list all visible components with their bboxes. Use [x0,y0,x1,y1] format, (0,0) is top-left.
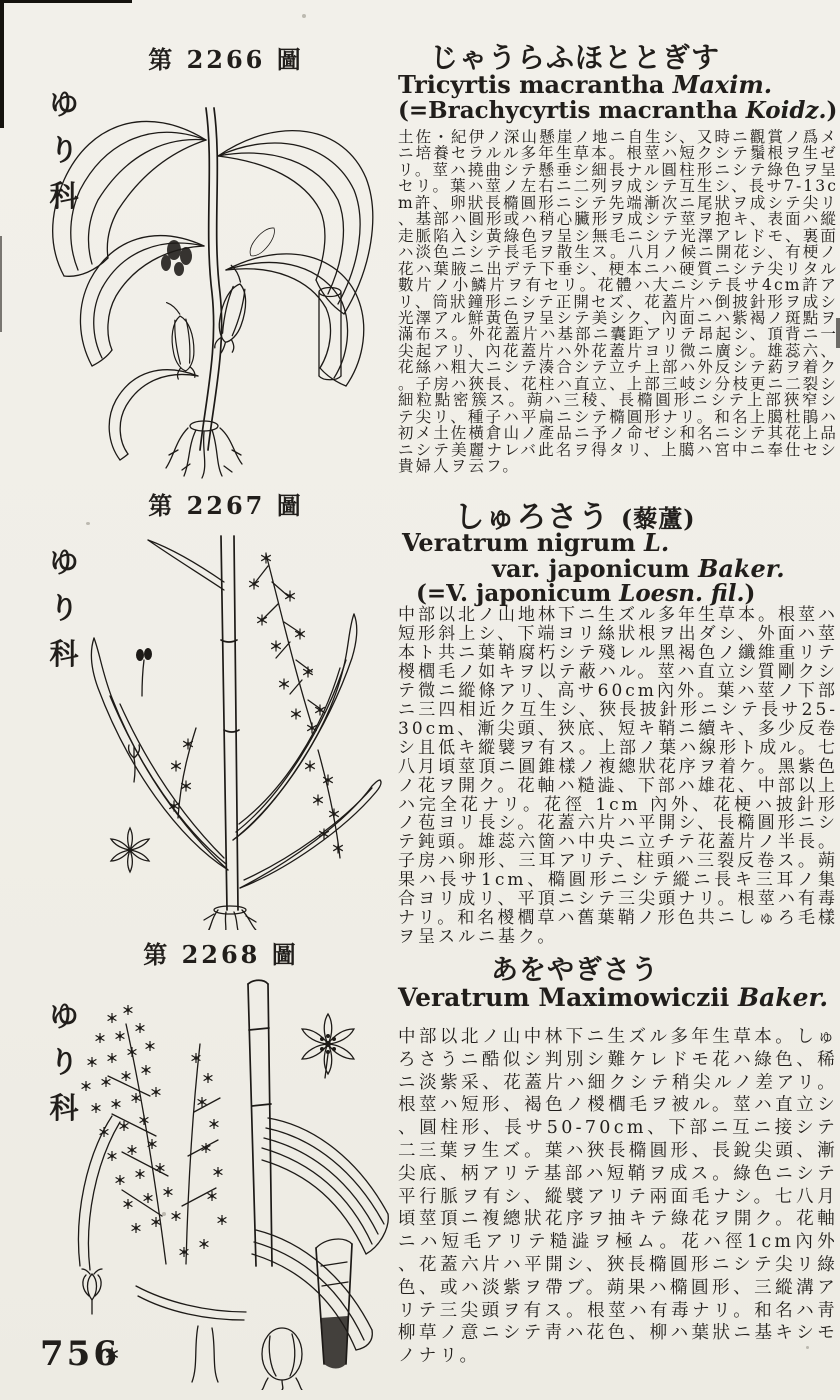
cut-stalk-detail [316,1239,352,1368]
plant-stem [221,536,239,910]
family-char: ゆ [49,999,79,1033]
flower-panicle [178,554,340,858]
title-text: じゃうらふほととぎす [429,41,720,74]
hanging-bell-flower [167,300,197,379]
figure-caption-2268: 第 2268 圖 [143,940,299,969]
leaf [91,638,228,870]
bulb-and-roots [192,1326,302,1390]
leaf [233,614,357,840]
family-char: 科 [49,179,79,213]
scan-edge-artifact [0,236,2,332]
star-flower-detail [300,1014,356,1078]
leaf [240,780,381,888]
latin-name: Veratrum Maximowiczii Baker. [398,983,829,1012]
open-flower-detail [110,828,150,872]
figure-caption-2267: 第 2267 圖 [148,491,304,520]
page-number: 756 [40,1334,120,1374]
hanging-bell-flower [210,265,255,356]
leaf [109,370,198,460]
roots [166,421,242,478]
family-char: り [49,1045,79,1079]
family-char: り [49,133,79,167]
scan-edge-artifact [0,0,4,128]
latin-name: Tricyrtis macrantha Maxim. [398,70,773,99]
pleated-leaf [262,1118,388,1254]
entry-description: 中部以北ノ山中林下ニ生ズル多年生草本。しゅろさうニ酷似シ判別シ難ケレドモ花ハ綠色、稀ニ淡紫采、花蓋片ハ細クシテ稍尖ルノ差アリ。根莖ハ短形、褐色ノ椶櫚毛ヲ被ル。莖ハ直立シ、圓柱形、長サ50-70cm、下部ニ互ニ接シテ二三葉ヲ生ズ。葉ハ狹長橢圓形、長銳尖頭、漸尖底、柄アリテ基部ハ短鞘ヲ成ス。綠色ニシテ平行脈ヲ有シ、縱襞アリテ兩面毛ナシ。七八月頃莖頂ニ複總狀花序ヲ抽キテ綠花ヲ開ク。花軸ニハ短毛アリテ糙澁ヲ極ム。花ハ徑1cm內外、花蓋六片ハ平開シ、狹長橢圓形ニシテ尖リ綠色、或ハ淡紫ヲ帶ブ。蒴果ハ橢圓形、三縱溝アリテ三尖頭ヲ有ス。根莖ハ有毒ナリ。和名ハ靑柳草ノ意ニシテ靑ハ花色、柳ハ葉狀ニ基キシモノナリ。 [398,1027,838,1367]
figure-caption-2266: 第 2266 圖 [148,45,304,74]
latin-synonym: (=V. japonicum Loesn. fil.) [416,580,756,607]
family-char: 科 [49,1091,79,1125]
figure-2268-illustration-veratrum-maximowiczii [16,966,396,1390]
latin-synonym: (=Brachycyrtis macrantha Koidz.) [398,97,838,124]
roots [204,906,258,930]
latin-variety: var. japonicum Baker. [492,554,785,583]
panicle-flowers [169,553,343,854]
title-text: あをやぎさう [491,955,659,986]
entry-description: 中部以北ノ山地林下ニ生ズル多年生草本。根莖ハ短形斜上シ、下端ヨリ絲狀根ヲ出ダシ、外面ハ莖本ト共ニ葉鞘腐朽シテ殘レル黑褐色ノ纖維重リテ椶櫚毛ノ如キヲ以テ蔽ハル。莖ハ直立シ質剛クシテ微ニ縱條アリ、高サ60cm內外。葉ハ莖ノ下部ニ三四相近ク互生シ、狹長披針形ニシテ長サ25-30cm、漸尖頭、狹底、短キ鞘ニ續キ、多少反卷シ且低キ縱襞ヲ有ス。上部ノ葉ハ線形ト成ル。七八月頃莖頂ニ圓錐樣ノ複總狀花序ヲ着ケ。黑紫色ノ花ヲ開ク。花軸ハ糙澁、下部ハ雄花、中部以上ハ完全花ナリ。花徑 1cm 內外、花梗ハ披針形ノ苞ヨリ長シ。花蓋六片ハ平開シ、長橢圓形ニシテ鈍頭。雄蕊六箇ハ中央ニ立チテ花蓋片ノ半長。子房ハ卵形、三耳アリテ、柱頭ハ三裂反卷ス。蒴果ハ長サ1cm、橢圓形ニシテ縱ニ長キ三耳ノ集合ヨリ成リ、平頂ニシテ三尖頭ナリ。根莖ハ有毒ナリ。和名椶櫚草ハ舊葉鞘ノ形色共ニしゅろ毛樣ヲ呈スルニ基ク。 [398,605,838,948]
family-char: ゆ [49,87,79,121]
panicle-branches [108,1024,220,1264]
latin-name: Veratrum nigrum L. [402,528,670,557]
stamen-detail [136,648,152,696]
title-note: (藜蘆) [620,504,696,533]
scan-edge-artifact [0,0,132,3]
family-char: 科 [49,637,79,671]
flower-bud-cluster [161,240,192,276]
leaf [226,254,364,386]
figure-2267-illustration-veratrum-nigrum [28,518,393,930]
title-text: しゅろさう [454,500,610,535]
family-char: ゆ [49,545,79,579]
pleated-leaf [252,1230,372,1350]
family-char: り [49,591,79,625]
capsule-detail [82,1269,102,1314]
leaf [148,540,224,590]
plant-stem [248,980,272,1266]
plant-stem [200,108,222,450]
leaf [78,1116,246,1320]
entry-title-kana [398,948,752,987]
entry-description: 土佐・紀伊ノ深山懸崖ノ地ニ自生シ、又時ニ觀賞ノ爲メニ培養セラルル多年生草本。根莖ハ短クシテ鬚根ヲ生ゼリ。莖ハ撓曲シテ懸垂シ細長ナル圓柱形ニシテ綠色ヲ呈セリ。葉ハ莖ノ左右ニ二列ヲ成シテ互生シ、長サ7-13cm許、卵狀長橢圓形ニシテ先端漸次ニ尾狀ヲ成シテ尖リ、基部ハ圓形或ハ稍心臟形ヲ成シテ莖ヲ抱キ、表面ハ縱走脈陷入シ黃綠色ヲ呈シ無毛ニシテ光澤アレドモ、裏面ハ淡色ニシテ長毛ヲ散生ス。八月ノ候ニ開花シ、有梗ノ花ハ葉腋ニ出デテ下垂シ、梗本ニハ硬質ニシテ尖リタル數片ノ小鱗片ヲ有セリ。花體ハ大ニシテ長サ4cm許アリ、筒狀鐘形ニシテ正開セズ、花蓋片ハ倒披針形ヲ成シ光澤アル鮮黃色ヲ呈シテ美シク、內面ニハ紫褐ノ斑點ヲ滿布ス。外花蓋片ハ基部ニ囊距アリテ昂起シ、頂背ニ一尖起アリ、內花蓋片ハ外花蓋片ヨリ微ニ廣シ。雄蕊六、花絲ハ粗大ニシテ湊合シテ立チ上部ハ外反シテ葯ヲ着ク。子房ハ狹長、花柱ハ直立、上部三岐シ分枝更ニ二裂シ細粒點密簇ス。蒴ハ三稜、長橢圓形ニシテ上部狹窄シテ尖リ、種子ハ平扁ニシテ橢圓形ナリ。和名上臈杜鵑ハ初メ土佐橫倉山ノ產品ニ予ノ命ゼシ和名ニシテ其花上品ニシテ美麗ナレバ此名ヲ得タリ、上臈ハ宮中ニ奉仕セシ貴婦人ヲ云フ。 [398,128,839,476]
scan-speck [302,14,306,18]
figure-2266-illustration-tricyrtis [28,78,390,480]
